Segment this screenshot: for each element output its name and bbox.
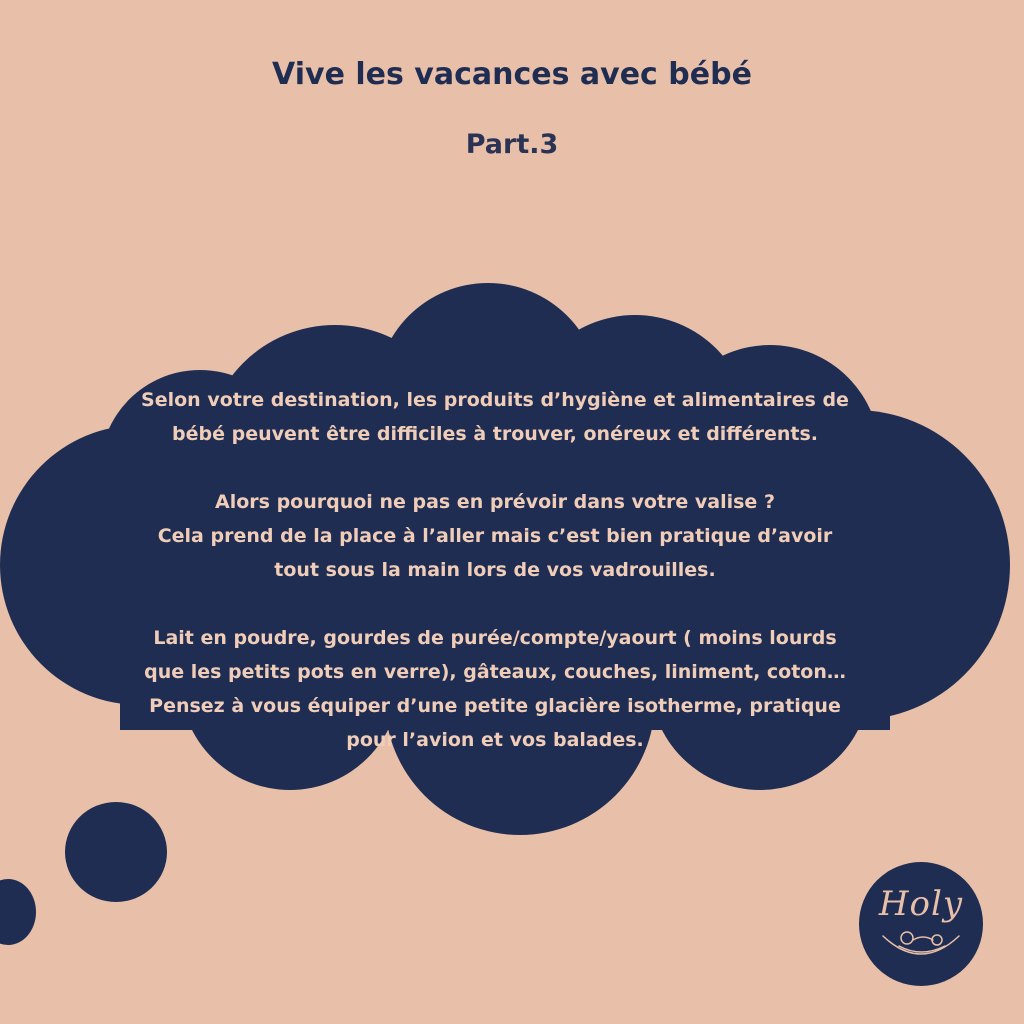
text-line: pour l’avion et vos balades. — [346, 729, 644, 751]
text-line: Lait en poudre, gourdes de purée/compte/yaourt ( moins lourds — [153, 627, 837, 649]
page-title: Vive les vacances avec bébé — [272, 57, 752, 92]
page-subtitle: Part.3 — [465, 129, 559, 160]
bubble-text — [110, 383, 880, 757]
holy-logo — [859, 862, 983, 986]
tiny-bubble — [0, 879, 36, 945]
text-line: que les petits pots en verre), gâteaux, couches, liniment, coton… — [144, 661, 846, 683]
paragraph-2 — [110, 485, 880, 587]
text-line: Cela prend de la place à l’aller mais c’est bien pratique d’avoir — [157, 525, 833, 547]
logo-text: Holy — [878, 884, 964, 924]
text-line: bébé peuvent être difficiles à trouver, onéreux et différents. — [172, 423, 818, 445]
text-line: tout sous la main lors de vos vadrouilles. — [274, 559, 716, 581]
text-line: Pensez à vous équiper d’une petite glacière isotherme, pratique — [149, 695, 841, 717]
paragraph-1 — [110, 383, 880, 451]
paragraph-3 — [110, 621, 880, 757]
text-line: Alors pourquoi ne pas en prévoir dans votre valise ? — [215, 491, 775, 513]
logo-baby-icon — [859, 862, 983, 986]
small-bubble — [65, 802, 167, 902]
text-line: Selon votre destination, les produits d’hygiène et alimentaires de — [141, 389, 849, 411]
